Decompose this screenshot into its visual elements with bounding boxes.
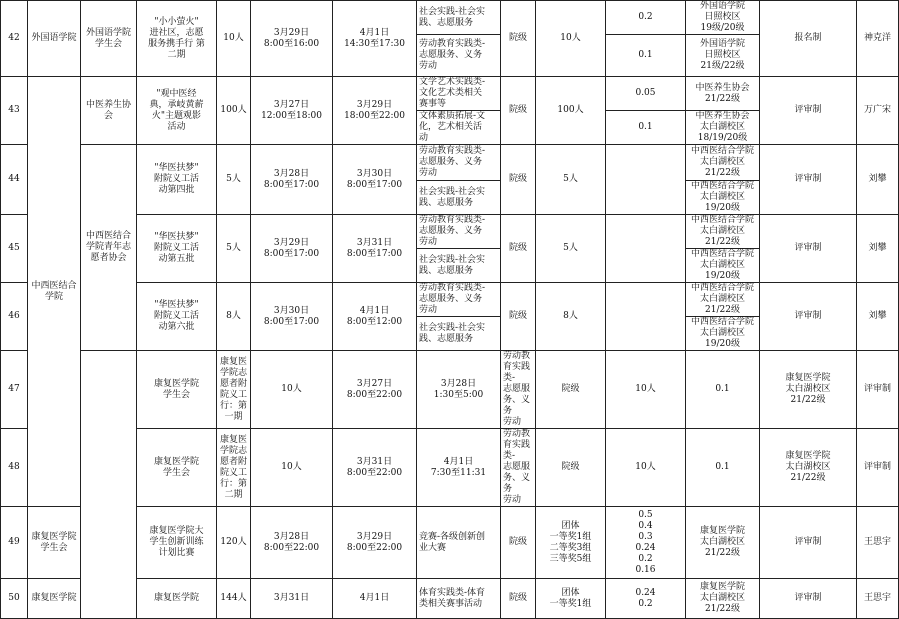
activity-cell: "华医扶梦" 附院义工活 动第五批 xyxy=(137,215,217,283)
score-cell xyxy=(606,283,686,351)
level-cell: 院级 xyxy=(501,1,536,77)
category-cell: 文体素质拓展-文 化，艺术相关活 动 xyxy=(417,111,501,145)
org-cell: 中医养生协 会 xyxy=(81,77,137,145)
people-cell: 5人 xyxy=(217,145,251,215)
class-cell: 中西医结合学院 太白湖校区 19/20级 xyxy=(686,181,760,215)
score-cell: 0.24 0.2 xyxy=(606,579,686,619)
start-time-cell: 3月29日 8:00至16:00 xyxy=(251,1,333,77)
mode-cell: 评审制 xyxy=(760,215,857,283)
teacher-cell: 刘攀 xyxy=(857,145,899,215)
end-time-cell: 3月28日 1:30至5:00 xyxy=(417,351,501,429)
quota-cell: 5人 xyxy=(536,145,606,215)
quota-cell: 10人 xyxy=(606,351,686,429)
level-cell: 院级 xyxy=(501,215,536,283)
class-cell: 康复医学院 太白湖校区 21/22级 xyxy=(760,351,857,429)
category-cell: 体育实践类-体育 类相关赛事活动 xyxy=(417,579,501,619)
row-number: 43 xyxy=(1,77,28,145)
class-cell: 外国语学院 日照校区 21级/22级 xyxy=(686,35,760,77)
category-cell: 劳动教育实践类- 志愿服务、义务 劳动 xyxy=(417,35,501,77)
mode-cell: 评审制 xyxy=(857,351,899,429)
end-time-cell: 4月1日 8:00至12:00 xyxy=(333,283,417,351)
level-cell: 院级 xyxy=(501,145,536,215)
class-cell: 中西医结合学院 太白湖校区 21/22级 xyxy=(686,145,760,181)
score-cell: 0.1 xyxy=(686,429,760,507)
level-cell: 院级 xyxy=(501,77,536,145)
activity-cell: 康复医学院志 愿者附院义工 行：第二期 xyxy=(217,429,251,507)
start-time-cell: 3月27日 12:00至18:00 xyxy=(251,77,333,145)
class-cell: 康复医学院 太白湖校区 21/22级 xyxy=(686,507,760,579)
org-cell: 康复医学院 学生会 xyxy=(137,351,217,429)
mode-cell: 报名制 xyxy=(760,1,857,77)
mode-cell: 评审制 xyxy=(760,507,857,579)
teacher-cell: 神克洋 xyxy=(857,1,899,77)
table-row xyxy=(1,145,899,181)
activity-cell: "华医扶梦" 附院义工活 动第四批 xyxy=(137,145,217,215)
quota-cell: 10人 xyxy=(536,1,606,77)
start-time-cell: 3月27日 8:00至22:00 xyxy=(333,351,417,429)
org-cell: 康复医学院 xyxy=(28,579,81,619)
score-cell: 0.2 xyxy=(606,1,686,35)
category-cell: 劳动教育实践类- 志愿服务、义务 劳动 xyxy=(417,283,501,317)
table-row xyxy=(1,351,899,429)
class-cell: 中西医结合学院 太白湖校区 19/20级 xyxy=(686,249,760,283)
category-cell: 劳动教育实践类- 志愿服务、义务 劳动 xyxy=(417,215,501,249)
mode-cell: 评审制 xyxy=(760,77,857,145)
category-cell: 社会实践-社会实 践、志愿服务 xyxy=(417,249,501,283)
score-cell: 0.5 0.4 0.3 0.24 0.2 0.16 xyxy=(606,507,686,579)
class-cell: 中西医结合学院 太白湖校区 21/22级 xyxy=(686,215,760,249)
class-cell: 中医养生协会 21/22级 xyxy=(686,77,760,111)
quota-cell: 10人 xyxy=(606,429,686,507)
activity-cell: "小小萤火" 进社区，志愿 服务携手行 第 二期 xyxy=(137,1,217,77)
quota-cell: 5人 xyxy=(536,215,606,283)
table-row xyxy=(1,1,899,35)
org-cell: 康复医学院 学生会 xyxy=(137,429,217,507)
teacher-cell: 刘攀 xyxy=(857,215,899,283)
quota-cell: 团体 一等奖1组 xyxy=(536,579,606,619)
category-cell: 社会实践-社会实 践、志愿服务 xyxy=(417,181,501,215)
end-time-cell: 4月1日 xyxy=(333,579,417,619)
mode-cell: 评审制 xyxy=(760,283,857,351)
people-cell: 100人 xyxy=(217,77,251,145)
people-cell: 120人 xyxy=(217,507,251,579)
activity-cell: 康复医学院大 学生创新训练 计划比赛 xyxy=(137,507,217,579)
org-cell: 中西医结合 学院青年志 愿者协会 xyxy=(81,145,137,351)
class-cell: 中医养生协会 太白湖校区 18/19/20级 xyxy=(686,111,760,145)
level-cell: 院级 xyxy=(536,351,606,429)
quota-cell: 8人 xyxy=(536,283,606,351)
start-time-cell: 3月28日 8:00至22:00 xyxy=(251,507,333,579)
table-row xyxy=(1,77,899,111)
activity-cell: 康复医学院志 愿者附院义工 行：第一期 xyxy=(217,351,251,429)
people-cell: 10人 xyxy=(217,1,251,77)
row-number: 42 xyxy=(1,1,28,77)
score-cell: 0.1 xyxy=(686,351,760,429)
category-cell: 社会实践-社会实 践、志愿服务 xyxy=(417,1,501,35)
end-time-cell: 4月1日 14:30至17:30 xyxy=(333,1,417,77)
activity-cell: "华医扶梦" 附院义工活 动第六批 xyxy=(137,283,217,351)
level-cell: 院级 xyxy=(501,507,536,579)
category-cell: 文学艺术实践类- 文化艺术类相关 赛事等 xyxy=(417,77,501,111)
people-cell: 8人 xyxy=(217,283,251,351)
mode-cell: 评审制 xyxy=(760,579,857,619)
activity-cell: "观中医经 典，承岐黄薪 火"主题观影 活动 xyxy=(137,77,217,145)
college-cell: 外国语学院 xyxy=(28,1,81,77)
score-cell xyxy=(606,215,686,283)
start-time-cell: 3月30日 8:00至17:00 xyxy=(251,283,333,351)
score-cell xyxy=(606,145,686,215)
level-cell: 院级 xyxy=(501,579,536,619)
row-number: 46 xyxy=(1,283,28,351)
teacher-cell: 王思宇 xyxy=(857,579,899,619)
row-number: 48 xyxy=(1,429,28,507)
class-cell: 康复医学院 太白湖校区 21/22级 xyxy=(760,429,857,507)
people-cell: 10人 xyxy=(251,429,333,507)
row-number: 44 xyxy=(1,145,28,215)
category-cell: 劳动教育实践类- 志愿服务、义务 劳动 xyxy=(501,429,536,507)
score-cell: 0.1 xyxy=(606,111,686,145)
end-time-cell: 3月30日 8:00至17:00 xyxy=(333,145,417,215)
category-cell: 劳动教育实践类- 志愿服务、义务 劳动 xyxy=(417,145,501,181)
level-cell: 院级 xyxy=(501,283,536,351)
start-time-cell: 3月29日 8:00至17:00 xyxy=(251,215,333,283)
score-cell: 0.05 xyxy=(606,77,686,111)
people-cell: 5人 xyxy=(217,215,251,283)
row-number: 49 xyxy=(1,507,28,579)
score-cell: 0.1 xyxy=(606,35,686,77)
start-time-cell: 3月31日 8:00至22:00 xyxy=(333,429,417,507)
teacher-cell: 王思宇 xyxy=(857,507,899,579)
mode-cell: 评审制 xyxy=(857,429,899,507)
activity-cell: 康复医学院 xyxy=(137,579,217,619)
class-cell: 外国语学院 日照校区 19级/20级 xyxy=(686,1,760,35)
people-cell: 144人 xyxy=(217,579,251,619)
row-number: 50 xyxy=(1,579,28,619)
class-cell: 中西医结合学院 太白湖校区 19/20级 xyxy=(686,317,760,351)
end-time-cell: 3月31日 8:00至17:00 xyxy=(333,215,417,283)
people-cell: 10人 xyxy=(251,351,333,429)
category-cell: 竞赛-各级创新创 业大赛 xyxy=(417,507,501,579)
category-cell: 社会实践-社会实 践、志愿服务 xyxy=(417,317,501,351)
start-time-cell: 3月28日 8:00至17:00 xyxy=(251,145,333,215)
class-cell: 康复医学院 太白湖校区 21/22级 xyxy=(686,579,760,619)
row-number: 47 xyxy=(1,351,28,429)
quota-cell: 团体 一等奖1组 二等奖3组 三等奖5组 xyxy=(536,507,606,579)
class-cell: 中西医结合学院 太白湖校区 21/22级 xyxy=(686,283,760,317)
org-cell: 外国语学院 学生会 xyxy=(81,1,137,77)
teacher-cell: 刘攀 xyxy=(857,283,899,351)
mode-cell: 评审制 xyxy=(760,145,857,215)
end-time-cell: 4月1日 7:30至11:31 xyxy=(417,429,501,507)
end-time-cell: 3月29日 18:00至22:00 xyxy=(333,77,417,145)
row-number: 45 xyxy=(1,215,28,283)
level-cell: 院级 xyxy=(536,429,606,507)
teacher-cell: 万广宋 xyxy=(857,77,899,145)
start-time-cell: 3月31日 xyxy=(251,579,333,619)
college-cell: 中西医结合 学院 xyxy=(28,77,81,507)
quota-cell: 100人 xyxy=(536,77,606,145)
end-time-cell: 3月29日 8:00至22:00 xyxy=(333,507,417,579)
category-cell: 劳动教育实践类- 志愿服务、义务 劳动 xyxy=(501,351,536,429)
org-cell: 康复医学院 学生会 xyxy=(28,507,81,579)
college-cell xyxy=(81,351,137,619)
